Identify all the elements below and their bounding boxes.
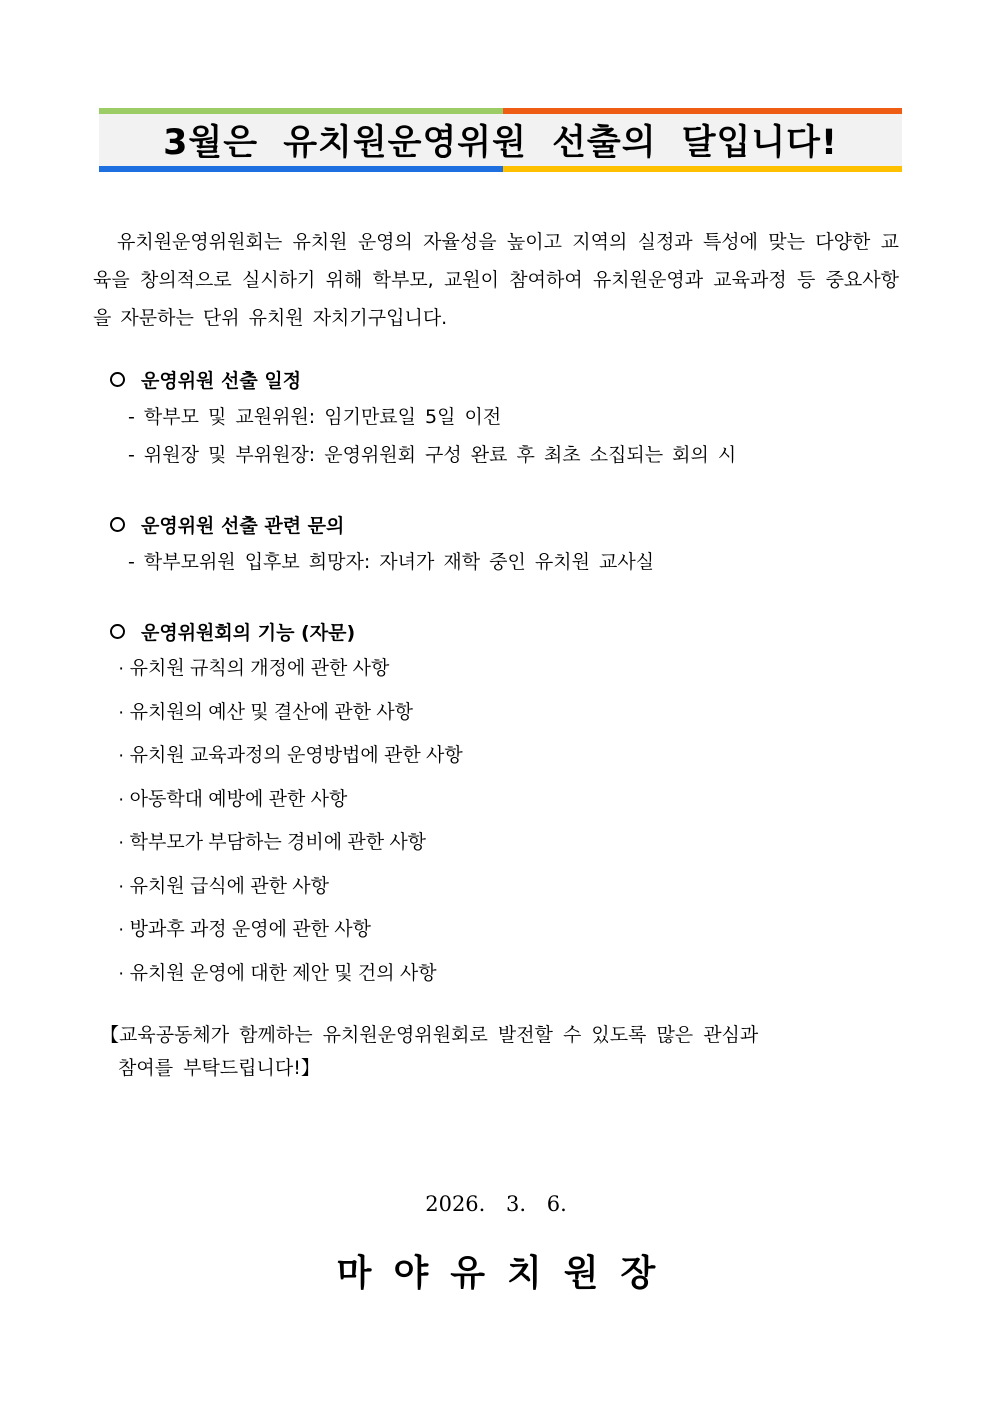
list-item: · 유치원 교육과정의 운영방법에 관한 사항: [118, 745, 463, 766]
closing-message: [100, 1019, 880, 1085]
section-heading-text: 운영위원 선출 관련 문의: [141, 514, 345, 537]
closing-line-2: 참여를 부탁드립니다!】: [118, 1057, 320, 1079]
section-heading: [108, 360, 736, 398]
document-date: 2026. 3. 6.: [425, 1192, 567, 1216]
section-schedule: [108, 360, 736, 474]
functions-list: [118, 649, 463, 997]
list-item: · 유치원 운영에 대한 제안 및 건의 사항: [118, 962, 437, 984]
list-item: · 유치원 규칙의 개정에 관한 사항: [118, 658, 390, 679]
section-heading-text: 운영위원 선출 일정: [141, 369, 302, 392]
list-item: · 학부모가 부담하는 경비에 관한 사항: [118, 832, 427, 853]
section-heading-text: 운영위원회의 기능 (자문): [141, 621, 356, 644]
signer-name: 마야유치원장: [336, 1252, 678, 1294]
section-heading: [108, 612, 355, 650]
circle-bullet-icon: [110, 372, 125, 387]
title-bar-bottom-right: [503, 166, 902, 172]
intro-paragraph: 유치원운영위원회는 유치원 운영의 자율성을 높이고 지역의 실정과 특성에 맞는 다양한 교육을 창의적으로 실시하기 위해 학부모, 교원이 참여하여 유치원운영과 교육과정 등 중요사항을 자문하는 단위 유치원 자치기구입니다.: [93, 231, 899, 329]
list-item: · 방과후 과정 운영에 관한 사항: [118, 919, 371, 940]
list-item: · 아동학대 예방에 관한 사항: [118, 788, 348, 810]
section-heading: [108, 505, 654, 543]
title-bar-bottom-left: [99, 166, 503, 172]
list-item: - 위원장 및 부위원장: 운영위원회 구성 완료 후 최초 소집되는 회의 시: [128, 444, 737, 466]
section-inquiry: [108, 505, 654, 581]
list-item: - 학부모 및 교원위원: 임기만료일 5일 이전: [128, 406, 502, 428]
circle-bullet-icon: [110, 517, 125, 532]
circle-bullet-icon: [110, 624, 125, 639]
closing-line-1: 【교육공동체가 함께하는 유치원운영위원회로 발전할 수 있도록 많은 관심과: [100, 1024, 759, 1046]
section-functions: [108, 612, 355, 650]
title-background: [99, 114, 902, 166]
list-item: · 유치원 급식에 관한 사항: [118, 875, 329, 897]
page-title: 3월은 유치원운영위원 선출의 달입니다!: [163, 123, 838, 163]
title-banner: [99, 108, 902, 172]
list-item: · 유치원의 예산 및 결산에 관한 사항: [118, 701, 413, 723]
list-item: - 학부모위원 입후보 희망자: 자녀가 재학 중인 유치원 교사실: [128, 551, 655, 573]
